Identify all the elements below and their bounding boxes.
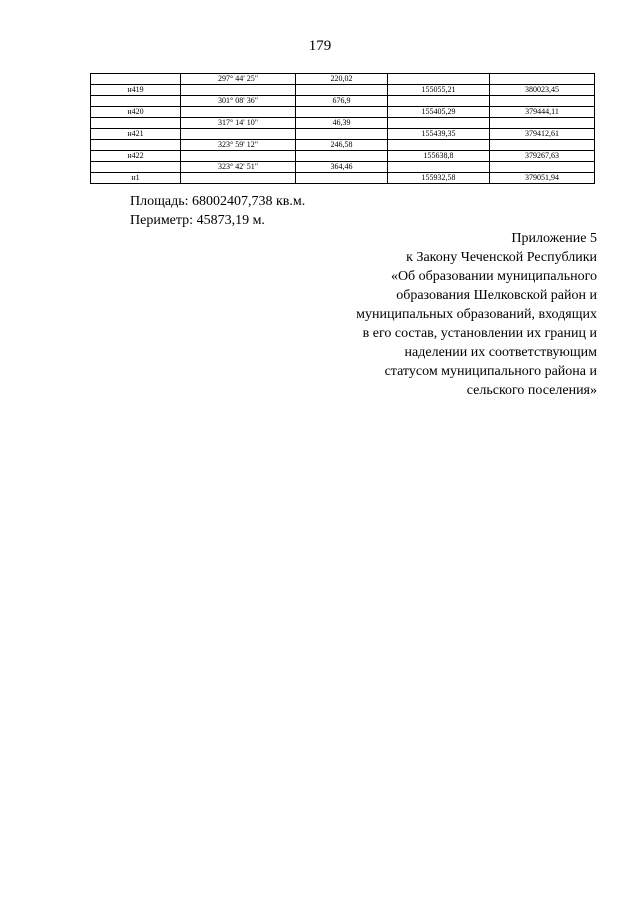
coordinates-table-body xyxy=(91,74,595,184)
page-number: 179 xyxy=(308,38,332,54)
table-cell xyxy=(296,173,388,184)
table-cell: 246,58 xyxy=(296,140,388,151)
table-cell xyxy=(490,118,595,129)
table-cell xyxy=(91,162,181,173)
table-cell: 379051,94 xyxy=(490,173,595,184)
table-cell xyxy=(181,85,296,96)
summary-block xyxy=(130,192,305,230)
table-cell xyxy=(490,74,595,85)
table-cell xyxy=(388,118,490,129)
appendix-line: муниципальных образований, входящих xyxy=(356,307,597,322)
table-cell: н419 xyxy=(91,85,181,96)
table-cell xyxy=(296,151,388,162)
table-cell: 155638,8 xyxy=(388,151,490,162)
table-cell: 155439,35 xyxy=(388,129,490,140)
table-cell: 220,02 xyxy=(296,74,388,85)
table-cell: 676,9 xyxy=(296,96,388,107)
table-cell xyxy=(91,140,181,151)
table-row xyxy=(91,151,595,162)
appendix-line: «Об образовании муниципального xyxy=(390,269,597,284)
table-cell: 379412,61 xyxy=(490,129,595,140)
table-cell: 155055,21 xyxy=(388,85,490,96)
appendix-line: наделении их соответствующим xyxy=(404,345,597,360)
table-row xyxy=(91,85,595,96)
table-cell: 155405,29 xyxy=(388,107,490,118)
table-cell: 364,46 xyxy=(296,162,388,173)
table-cell xyxy=(91,96,181,107)
table-cell: 317° 14' 10" xyxy=(181,118,296,129)
appendix-line: к Закону Чеченской Республики xyxy=(406,250,597,265)
table-cell: н1 xyxy=(91,173,181,184)
table-cell xyxy=(91,118,181,129)
table-cell: 379444,11 xyxy=(490,107,595,118)
table-cell xyxy=(388,74,490,85)
table-cell xyxy=(388,140,490,151)
table-cell: н421 xyxy=(91,129,181,140)
table-row xyxy=(91,162,595,173)
table-row xyxy=(91,118,595,129)
table-cell xyxy=(388,162,490,173)
table-row xyxy=(91,140,595,151)
table-cell: 380023,45 xyxy=(490,85,595,96)
table-cell xyxy=(181,173,296,184)
perimeter-text: Периметр: 45873,19 м. xyxy=(130,213,265,228)
coordinates-table xyxy=(90,73,595,184)
appendix-line: в его состав, установлении их границ и xyxy=(362,326,597,341)
table-row xyxy=(91,173,595,184)
table-row xyxy=(91,96,595,107)
appendix-line: образования Шелковской район и xyxy=(396,288,597,303)
table-cell xyxy=(490,162,595,173)
table-cell: н420 xyxy=(91,107,181,118)
table-cell: 323° 42' 51" xyxy=(181,162,296,173)
table-cell: 301° 08' 36" xyxy=(181,96,296,107)
appendix-line: Приложение 5 xyxy=(511,231,597,246)
table-cell xyxy=(181,151,296,162)
table-cell xyxy=(388,96,490,107)
appendix-heading xyxy=(356,229,597,400)
table-cell xyxy=(296,85,388,96)
appendix-line: статусом муниципального района и xyxy=(384,364,597,379)
area-text: Площадь: 68002407,738 кв.м. xyxy=(130,194,306,209)
table-cell xyxy=(91,74,181,85)
table-row xyxy=(91,74,595,85)
table-cell xyxy=(296,129,388,140)
table-cell: 46,39 xyxy=(296,118,388,129)
table-cell xyxy=(181,107,296,118)
table-cell xyxy=(181,129,296,140)
appendix-line: сельского поселения» xyxy=(466,383,597,398)
table-cell: 379267,63 xyxy=(490,151,595,162)
table-cell: н422 xyxy=(91,151,181,162)
table-cell: 323° 59' 12" xyxy=(181,140,296,151)
table-cell xyxy=(490,96,595,107)
table-cell: 297° 44' 25" xyxy=(181,74,296,85)
table-row xyxy=(91,129,595,140)
table-row xyxy=(91,107,595,118)
table-cell xyxy=(490,140,595,151)
table-cell: 155932,58 xyxy=(388,173,490,184)
table-cell xyxy=(296,107,388,118)
